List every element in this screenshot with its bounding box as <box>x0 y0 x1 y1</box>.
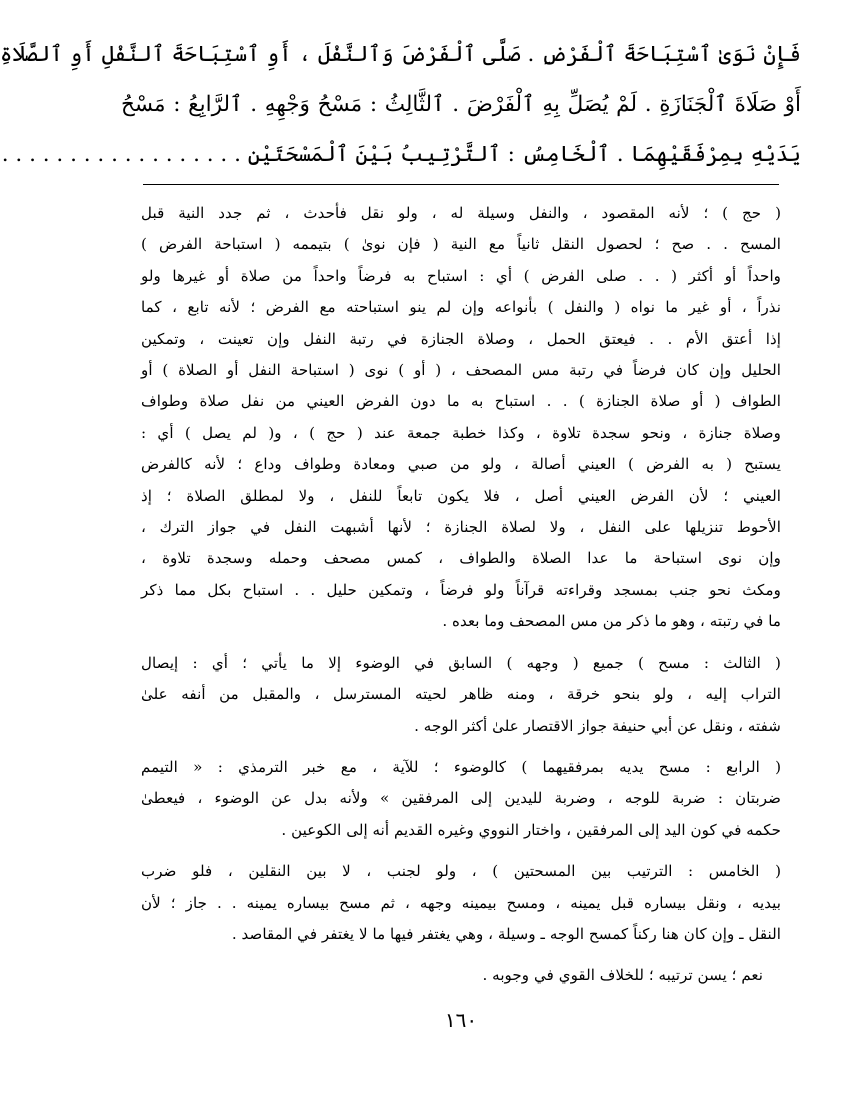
commentary-line: يستبح ( به الفرض ) العيني أصالة ، ولو من صبي ومعادة وطواف وداع ؛ لأنه كالفرض <box>141 455 781 474</box>
commentary-line: وصلاة جنازة ، ونحو سجدة تلاوة ، وكذا خطبة جمعة عند ( حج ) ، و( لم يصل ) أي : <box>141 423 781 442</box>
commentary-line: ضربتان : ضربة للوجه ، وضربة لليدين إلى المرفقين » ولأنه بدل عن الوضوء ، فيعطىٰ <box>141 789 781 808</box>
commentary-line: ( الرابع : مسح يديه بمرفقيهما ) كالوضوء ؛ للآية ، مع خبر الترمذي : « التيمم <box>141 757 781 776</box>
commentary-paragraph <box>141 960 781 991</box>
commentary-line: النقل ـ وإن كان هنا ركناً كمسح الوجه ـ وسيلة ، وهي يغتفر فيها ما لا يغتفر في المقاصد . <box>231 924 781 943</box>
commentary-line: نذراً ، أو غير ما نواه ( والنفل ) بأنواعه وإن لم ينو استباحته مع الفرض ؛ لأنه تابع ، كما <box>141 298 781 317</box>
commentary-line: العيني ؛ لأن الفرض العيني أصل ، فلا يكون تابعاً للنفل ، ولا لمطلق الصلاة ؛ إذ <box>141 486 781 505</box>
main-text <box>0 30 801 180</box>
commentary-line: الأحوط تنزيلها على النفل ، ولا لصلاة الجنازة ؛ لأنها أشبهت النفل في جواز الترك ، <box>141 518 781 537</box>
commentary-line: ( الخامس : الترتيب بين المسحتين ) ، ولو لجنب ، لا بين النقلين ، فلو ضرب <box>141 862 781 881</box>
commentary-paragraph <box>141 752 781 846</box>
commentary-line: ومكث نحو جنب بمسجد وقراءته قرآناً ولو فرضاً ، وتمكين حليل . . استباح بكل مما ذكر <box>141 580 781 599</box>
separator-line <box>143 184 779 185</box>
main-text-line: أَوْ صَلَاةَ ٱلْجَنَازَةِ . لَمْ يُصَلِّ بِهِ ٱلْفَرْضَ . ٱلثَّالِثُ : مَسْحُ وَجْهِهِ . ٱلرَّابِعُ : مَسْحُ <box>121 92 801 117</box>
commentary-line: المسح . . صح ؛ لحصول النقل ثانياً مع النية ( فإن نوىٰ ) بتيممه ( استباحة الفرض ) <box>141 235 781 254</box>
commentary-paragraph <box>141 198 781 638</box>
commentary-line: وإن نوى استباحة ما عدا الصلاة والطواف ، كمس مصحف وحمله وسجدة تلاوة ، <box>141 549 781 568</box>
commentary-line: الحليل وإن كان فرضاً في رتبة مس المصحف ، ( أو ) نوى ( استباحة النفل أو الصلاة ) أو <box>141 361 781 380</box>
commentary-paragraph <box>141 648 781 742</box>
commentary-paragraph <box>141 856 781 950</box>
commentary-line: شفته ، ونقل عن أبي حنيفة جواز الاقتصار علىٰ أكثر الوجه . <box>414 716 781 735</box>
commentary-line: ما في رتبته ، وهو ما ذكر من مس المصحف وما بعده . <box>442 612 781 631</box>
commentary-line: ( حج ) ؛ لأنه المقصود ، والنفل وسيلة له ، ولو نقل فأحدث ، ثم جدد النية قبل <box>141 204 781 222</box>
commentary <box>141 198 781 992</box>
main-text-line: فَإِنْ نَوَىٰ ٱسْتِبَاحَةَ ٱلْفَرْضِ . صَلَّى ٱلْفَرْضَ وَٱلنَّفْلَ ، أَوِ ٱسْتِبَاحَةَ ٱلنَّفْلِ أَوِ ٱلصَّلَاةِ <box>0 42 801 67</box>
commentary-line: ( الثالث : مسح ) جميع ( وجهه ) السابق في الوضوء إلا ما يأتي ؛ أي : إيصال <box>141 653 781 672</box>
commentary-line: واحداً أو أكثر ( . . صلى الفرض ) أي : استباح به فرضاً واحداً من صلاة أو غيرها ولو <box>141 266 781 285</box>
main-text-line: يَدَيْهِ بِمِرْفَقَيْهِمَا . ٱلْخَامِسُ : ٱلتَّرْتِيبُ بَيْنَ ٱلْمَسْحَتَيْنِ . . . . . . . . . . . . . . . . . . <box>1 142 801 167</box>
commentary-line: التراب إليه ، ولو بنحو خرقة ، ومنه ظاهر لحيته المسترسل ، والمقبل من أنفه علىٰ <box>141 685 781 704</box>
commentary-line: حكمه في كون اليد إلى المرفقين ، واختار النووي وغيره القديم أنه إلى الكوعين . <box>281 820 781 839</box>
commentary-line: نعم ؛ يسن ترتيبه ؛ للخلاف القوي في وجوبه . <box>482 966 763 985</box>
commentary-line: بيديه ، ونقل بيساره قبل يمينه ، ومسح بيمينه وجهه ، ثم مسح بيساره يمينه . . جاز ؛ لأن <box>141 893 781 912</box>
commentary-line: إذا أعتق الأم . . فيعتق الحمل ، وصلاة الجنازة في رتبة النفل وإن تعينت ، وتمكين <box>141 329 781 348</box>
page-number: ١٦٠ <box>444 1008 478 1032</box>
commentary-line: الطواف ( أو صلاة الجنازة ) . . استباح به ما دون الفرض العيني من نفل صلاة وطواف <box>141 392 781 411</box>
